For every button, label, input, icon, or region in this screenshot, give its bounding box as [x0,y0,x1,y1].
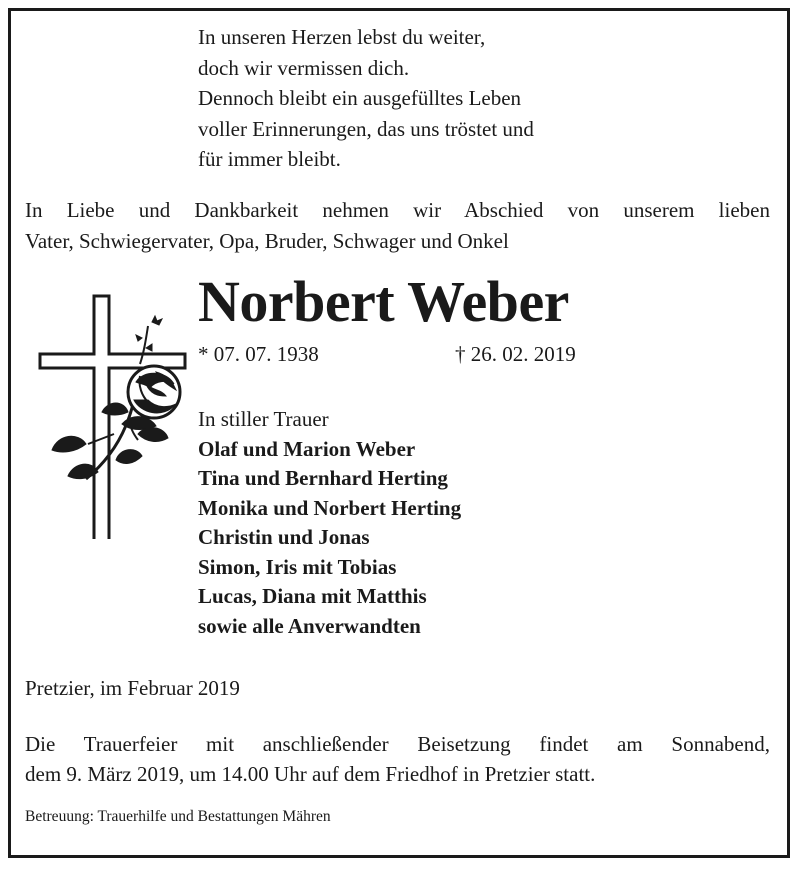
rose-icon [52,316,180,479]
poem-line: voller Erinnerungen, das uns tröstet und [198,116,534,141]
ceremony-line: dem 9. März 2019, um 14.00 Uhr auf dem Friedhof in Pretzier statt. [25,761,596,786]
ceremony-notice [25,730,770,789]
farewell-intro [25,195,770,257]
deceased-name: Norbert Weber [198,269,569,334]
cross-with-rose-icon [28,284,198,539]
mourner-name: Tina und Bernhard Herting [198,466,448,490]
mourners-heading: In stiller Trauer [198,407,329,431]
mourner-name: Lucas, Diana mit Matthis [198,584,427,608]
ceremony-line: Die Trauerfeier mit anschließender Beisetzung findet am Sonnabend, [25,732,770,756]
poem-line: für immer bleibt. [198,147,341,171]
mourner-name: Olaf und Marion Weber [198,436,416,461]
mourner-name: sowie alle Anverwandten [198,613,421,638]
intro-line: Vater, Schwiegervater, Opa, Bruder, Schwager und Onkel [25,229,509,253]
mourner-name: Christin und Jonas [198,525,370,549]
death-date: † 26. 02. 2019 [455,342,576,366]
memorial-poem [198,22,534,175]
poem-line: doch wir vermissen dich. [198,55,410,80]
poem-line: Dennoch bleibt ein ausgefülltes Leben [198,86,522,110]
poem-line: In unseren Herzen lebst du weiter, [198,25,486,49]
funeral-care-note: Betreuung: Trauerhilfe und Bestattungen Mähren [25,808,331,825]
mourner-name: Simon, Iris mit Tobias [198,554,397,579]
life-dates [198,339,576,369]
birth-date: * 07. 07. 1938 [198,342,319,366]
intro-line: In Liebe und Dankbarkeit nehmen wir Abschied von unserem lieben [25,198,770,222]
mourners-list [198,405,461,641]
place-and-date: Pretzier, im Februar 2019 [25,676,240,700]
mourner-name: Monika und Norbert Herting [198,495,462,520]
